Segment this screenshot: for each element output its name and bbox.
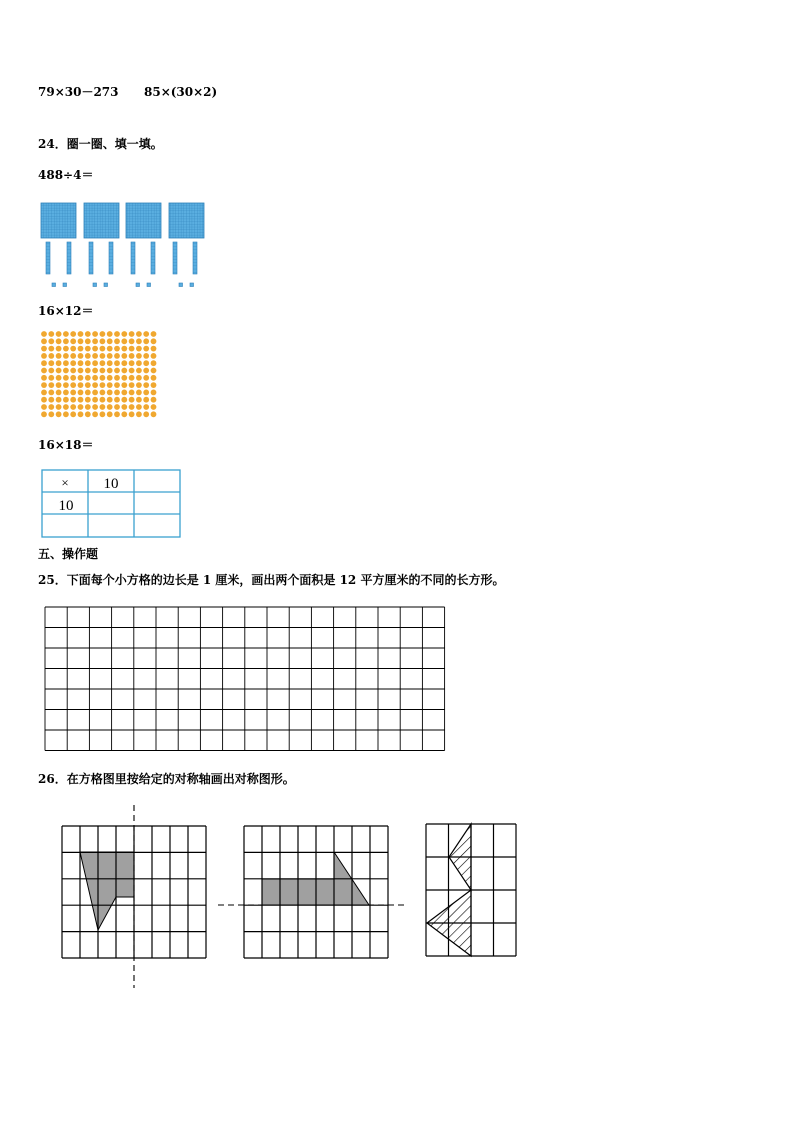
expr-79x30-minus-273: 79×30－273 xyxy=(38,85,119,99)
dot xyxy=(121,411,127,417)
dot xyxy=(56,375,62,381)
hundreds-flats xyxy=(41,203,204,238)
dot xyxy=(107,331,113,337)
ten-rod xyxy=(173,242,177,274)
dot xyxy=(121,353,127,359)
dot xyxy=(107,338,113,344)
dot xyxy=(143,338,149,344)
dot xyxy=(143,346,149,352)
dot xyxy=(107,390,113,396)
dot xyxy=(100,382,106,388)
dot xyxy=(151,404,157,410)
dot xyxy=(92,353,98,359)
dot xyxy=(107,382,113,388)
dot xyxy=(129,368,135,374)
expr-488-div-4: 488÷4＝ xyxy=(38,168,94,182)
ten-rod xyxy=(151,242,155,274)
dot xyxy=(151,382,157,388)
dot xyxy=(85,397,91,403)
dot xyxy=(70,382,76,388)
dot xyxy=(136,338,142,344)
dot xyxy=(107,404,113,410)
dot xyxy=(143,382,149,388)
one-cube xyxy=(93,283,97,287)
dot xyxy=(85,331,91,337)
dot xyxy=(136,353,142,359)
dot xyxy=(41,353,47,359)
dot xyxy=(92,360,98,366)
dot xyxy=(143,375,149,381)
dot xyxy=(100,411,106,417)
dot xyxy=(70,353,76,359)
dot xyxy=(100,375,106,381)
ten-rod xyxy=(131,242,135,274)
dot xyxy=(107,375,113,381)
dot xyxy=(107,368,113,374)
dot xyxy=(78,390,84,396)
dot xyxy=(114,368,120,374)
dot xyxy=(63,375,69,381)
dot xyxy=(143,331,149,337)
dot xyxy=(56,331,62,337)
one-cube xyxy=(52,283,56,287)
dot xyxy=(92,368,98,374)
dot xyxy=(56,382,62,388)
dot xyxy=(92,390,98,396)
dot xyxy=(107,346,113,352)
dot xyxy=(151,411,157,417)
q25-title: 25．下面每个小方格的边长是 1 厘米，画出两个面积是 12 平方厘米的不同的长方形。 xyxy=(38,573,505,587)
dot xyxy=(85,353,91,359)
dot xyxy=(63,353,69,359)
dot xyxy=(151,338,157,344)
one-cube xyxy=(179,283,183,287)
q26-figure-3 xyxy=(426,824,516,956)
dot xyxy=(56,346,62,352)
dot xyxy=(92,331,98,337)
tens-rods xyxy=(46,242,197,274)
dot xyxy=(85,368,91,374)
dot xyxy=(63,360,69,366)
dot xyxy=(129,397,135,403)
dot xyxy=(136,404,142,410)
dot xyxy=(48,375,54,381)
dot xyxy=(63,331,69,337)
dot xyxy=(136,360,142,366)
dot xyxy=(114,390,120,396)
table-row-header-10: 10 xyxy=(58,498,74,514)
dot xyxy=(136,346,142,352)
q26-figure-2 xyxy=(218,826,405,958)
dot xyxy=(78,368,84,374)
dot xyxy=(143,390,149,396)
dot xyxy=(41,338,47,344)
dot xyxy=(121,331,127,337)
hundred-flat xyxy=(169,203,204,238)
expr-16x12: 16×12＝ xyxy=(38,304,94,318)
dot xyxy=(85,338,91,344)
dot xyxy=(78,353,84,359)
dot xyxy=(48,411,54,417)
dot xyxy=(70,338,76,344)
dot xyxy=(136,368,142,374)
dot xyxy=(114,404,120,410)
dot xyxy=(121,338,127,344)
dot xyxy=(129,360,135,366)
dot xyxy=(107,360,113,366)
dot xyxy=(92,338,98,344)
one-cube xyxy=(63,283,67,287)
hundred-flat xyxy=(84,203,119,238)
dot xyxy=(121,375,127,381)
hundred-flat xyxy=(126,203,161,238)
dot xyxy=(151,397,157,403)
dot xyxy=(136,397,142,403)
dot xyxy=(78,411,84,417)
dot xyxy=(121,397,127,403)
dot xyxy=(114,346,120,352)
dot xyxy=(143,368,149,374)
dot xyxy=(63,382,69,388)
dot xyxy=(48,382,54,388)
dot xyxy=(121,404,127,410)
dot xyxy=(48,368,54,374)
dot xyxy=(56,411,62,417)
dot xyxy=(151,331,157,337)
hatched-triangle-top xyxy=(449,824,471,890)
dot xyxy=(92,411,98,417)
expr-85x30x2: 85×(30×2) xyxy=(144,85,218,99)
dot xyxy=(121,382,127,388)
dot xyxy=(63,368,69,374)
dot xyxy=(78,338,84,344)
dot xyxy=(129,331,135,337)
dot xyxy=(48,346,54,352)
dot xyxy=(129,411,135,417)
one-cube xyxy=(104,283,108,287)
dot xyxy=(100,360,106,366)
hatched-triangle-bottom xyxy=(427,890,471,956)
dot xyxy=(92,375,98,381)
dot xyxy=(85,375,91,381)
dot xyxy=(41,397,47,403)
dot xyxy=(78,397,84,403)
dot xyxy=(143,360,149,366)
ten-rod xyxy=(109,242,113,274)
dot xyxy=(56,397,62,403)
one-cube xyxy=(190,283,194,287)
dot xyxy=(151,353,157,359)
dot xyxy=(151,368,157,374)
dot xyxy=(78,331,84,337)
dot xyxy=(114,331,120,337)
dot xyxy=(100,390,106,396)
dot xyxy=(63,411,69,417)
dot xyxy=(121,346,127,352)
ten-rod xyxy=(193,242,197,274)
dot xyxy=(41,411,47,417)
dot xyxy=(114,397,120,403)
dot xyxy=(136,375,142,381)
dot xyxy=(41,331,47,337)
dot xyxy=(41,375,47,381)
dot xyxy=(41,346,47,352)
dot xyxy=(129,338,135,344)
table-header-times: × xyxy=(61,475,69,490)
dot xyxy=(78,375,84,381)
dot xyxy=(92,404,98,410)
hundred-flat xyxy=(41,203,76,238)
dot xyxy=(151,375,157,381)
dot xyxy=(100,338,106,344)
dot xyxy=(56,390,62,396)
q26-title: 26．在方格图里按给定的对称轴画出对称图形。 xyxy=(38,772,295,786)
dot xyxy=(63,397,69,403)
dot xyxy=(41,368,47,374)
dot xyxy=(114,353,120,359)
dot xyxy=(56,360,62,366)
expr-16x18: 16×18＝ xyxy=(38,438,94,452)
dot xyxy=(92,397,98,403)
dot xyxy=(70,360,76,366)
dot xyxy=(100,368,106,374)
ten-rod xyxy=(67,242,71,274)
dot xyxy=(56,353,62,359)
dot xyxy=(129,375,135,381)
q26-figure-1 xyxy=(62,805,206,988)
dot xyxy=(63,346,69,352)
dot xyxy=(48,390,54,396)
one-cube xyxy=(136,283,140,287)
dot xyxy=(41,382,47,388)
dot xyxy=(114,382,120,388)
dot xyxy=(136,390,142,396)
dot xyxy=(63,390,69,396)
dot xyxy=(48,404,54,410)
dot xyxy=(143,404,149,410)
one-cube xyxy=(147,283,151,287)
dot xyxy=(129,382,135,388)
dot xyxy=(48,353,54,359)
ten-rod xyxy=(89,242,93,274)
dot xyxy=(100,404,106,410)
dot xyxy=(70,390,76,396)
dot xyxy=(100,346,106,352)
gray-shape xyxy=(80,852,134,930)
dot xyxy=(136,411,142,417)
dot xyxy=(143,353,149,359)
dot xyxy=(63,338,69,344)
dot xyxy=(85,346,91,352)
section-5-title: 五、操作题 xyxy=(38,547,99,561)
dot xyxy=(129,346,135,352)
dot xyxy=(151,346,157,352)
dot xyxy=(56,368,62,374)
dot xyxy=(100,397,106,403)
dot xyxy=(70,331,76,337)
dot xyxy=(114,360,120,366)
dot xyxy=(100,353,106,359)
dot xyxy=(41,404,47,410)
dot xyxy=(92,346,98,352)
dot xyxy=(114,411,120,417)
dot xyxy=(121,368,127,374)
dot xyxy=(151,360,157,366)
dot xyxy=(56,338,62,344)
dot xyxy=(129,353,135,359)
dot xyxy=(107,397,113,403)
ones-cubes xyxy=(52,283,194,287)
dot xyxy=(107,353,113,359)
dot xyxy=(78,360,84,366)
dot xyxy=(100,331,106,337)
dot xyxy=(92,382,98,388)
dot xyxy=(78,382,84,388)
dot xyxy=(151,390,157,396)
q24-title: 24．圈一圈、填一填。 xyxy=(38,137,163,151)
dot xyxy=(78,346,84,352)
dot xyxy=(136,331,142,337)
dot xyxy=(63,404,69,410)
dot xyxy=(70,368,76,374)
dot xyxy=(56,404,62,410)
dot xyxy=(41,360,47,366)
dot xyxy=(70,397,76,403)
dot xyxy=(48,331,54,337)
table-header-10: 10 xyxy=(103,476,119,492)
dot xyxy=(41,390,47,396)
dot xyxy=(78,404,84,410)
dot xyxy=(85,411,91,417)
dot xyxy=(48,360,54,366)
ten-rod xyxy=(46,242,50,274)
dot xyxy=(48,338,54,344)
dot xyxy=(121,390,127,396)
dot xyxy=(129,404,135,410)
dot xyxy=(85,404,91,410)
dot xyxy=(107,411,113,417)
gray-shape xyxy=(262,852,369,905)
dot xyxy=(114,338,120,344)
dot xyxy=(48,397,54,403)
dot xyxy=(143,411,149,417)
dot xyxy=(85,390,91,396)
dot xyxy=(85,382,91,388)
dot xyxy=(121,360,127,366)
dot xyxy=(136,382,142,388)
dot xyxy=(70,346,76,352)
dot xyxy=(114,375,120,381)
dot xyxy=(143,397,149,403)
dot xyxy=(70,404,76,410)
dot xyxy=(129,390,135,396)
dot xyxy=(85,360,91,366)
dot xyxy=(70,411,76,417)
dot xyxy=(70,375,76,381)
